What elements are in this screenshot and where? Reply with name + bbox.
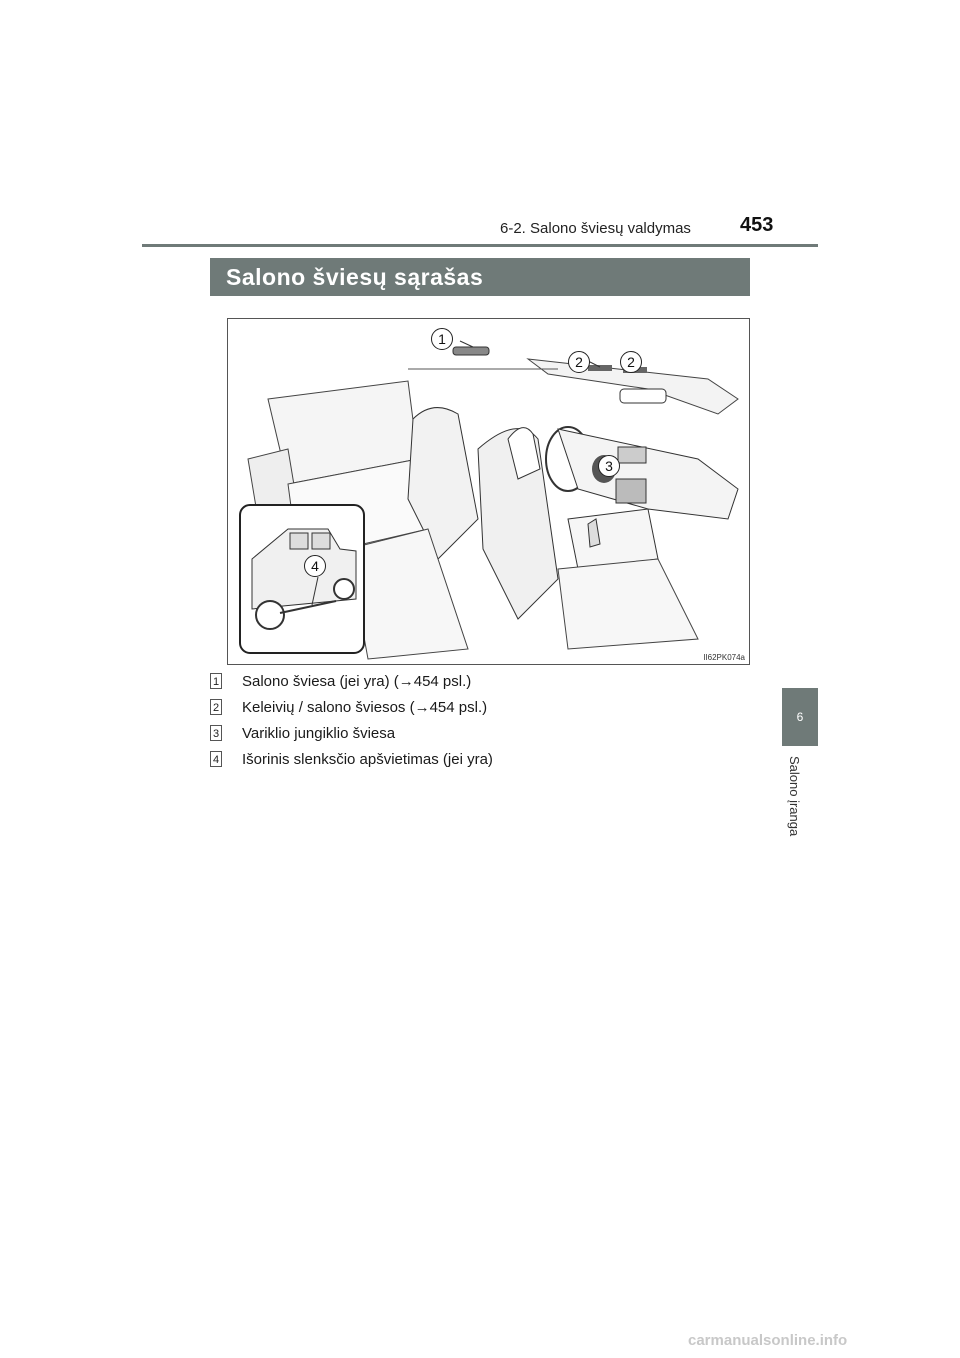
lights-list (210, 672, 750, 776)
page-number: 453 (740, 214, 774, 236)
interior-lights-figure (227, 318, 750, 665)
callout-4: 4 (304, 555, 326, 577)
callout-2a: 2 (568, 351, 590, 373)
list-item-text: Variklio jungiklio šviesa (242, 725, 396, 742)
list-item (210, 724, 750, 750)
list-item (210, 672, 750, 698)
callout-1: 1 (431, 328, 453, 350)
list-item (210, 750, 750, 776)
watermark: carmanualsonline.info (688, 1332, 848, 1349)
chapter-tab: 6 (782, 688, 818, 746)
section-title-bar (210, 258, 750, 296)
list-number-badge: 2 (210, 699, 222, 715)
chapter-label: Salono įranga (787, 756, 802, 837)
figure-code: II62PK074a (703, 653, 745, 662)
car-interior-illustration (228, 319, 750, 665)
list-item-text: Keleivių / salono šviesos (→454 psl.) (242, 699, 488, 716)
list-item (210, 698, 750, 724)
header-section-title: 6-2. Salono šviesų valdymas (500, 220, 691, 237)
list-number-badge: 1 (210, 673, 222, 689)
callout-2b: 2 (620, 351, 642, 373)
list-item-text: Salono šviesa (jei yra) (→454 psl.) (242, 673, 472, 690)
callout-3: 3 (598, 455, 620, 477)
section-title: Salono šviesų sąrašas (226, 264, 484, 290)
list-item-text: Išorinis slenksčio apšvietimas (jei yra) (242, 751, 493, 768)
list-number-badge: 4 (210, 751, 222, 767)
list-number-badge: 3 (210, 725, 222, 741)
header-rule (142, 244, 818, 247)
